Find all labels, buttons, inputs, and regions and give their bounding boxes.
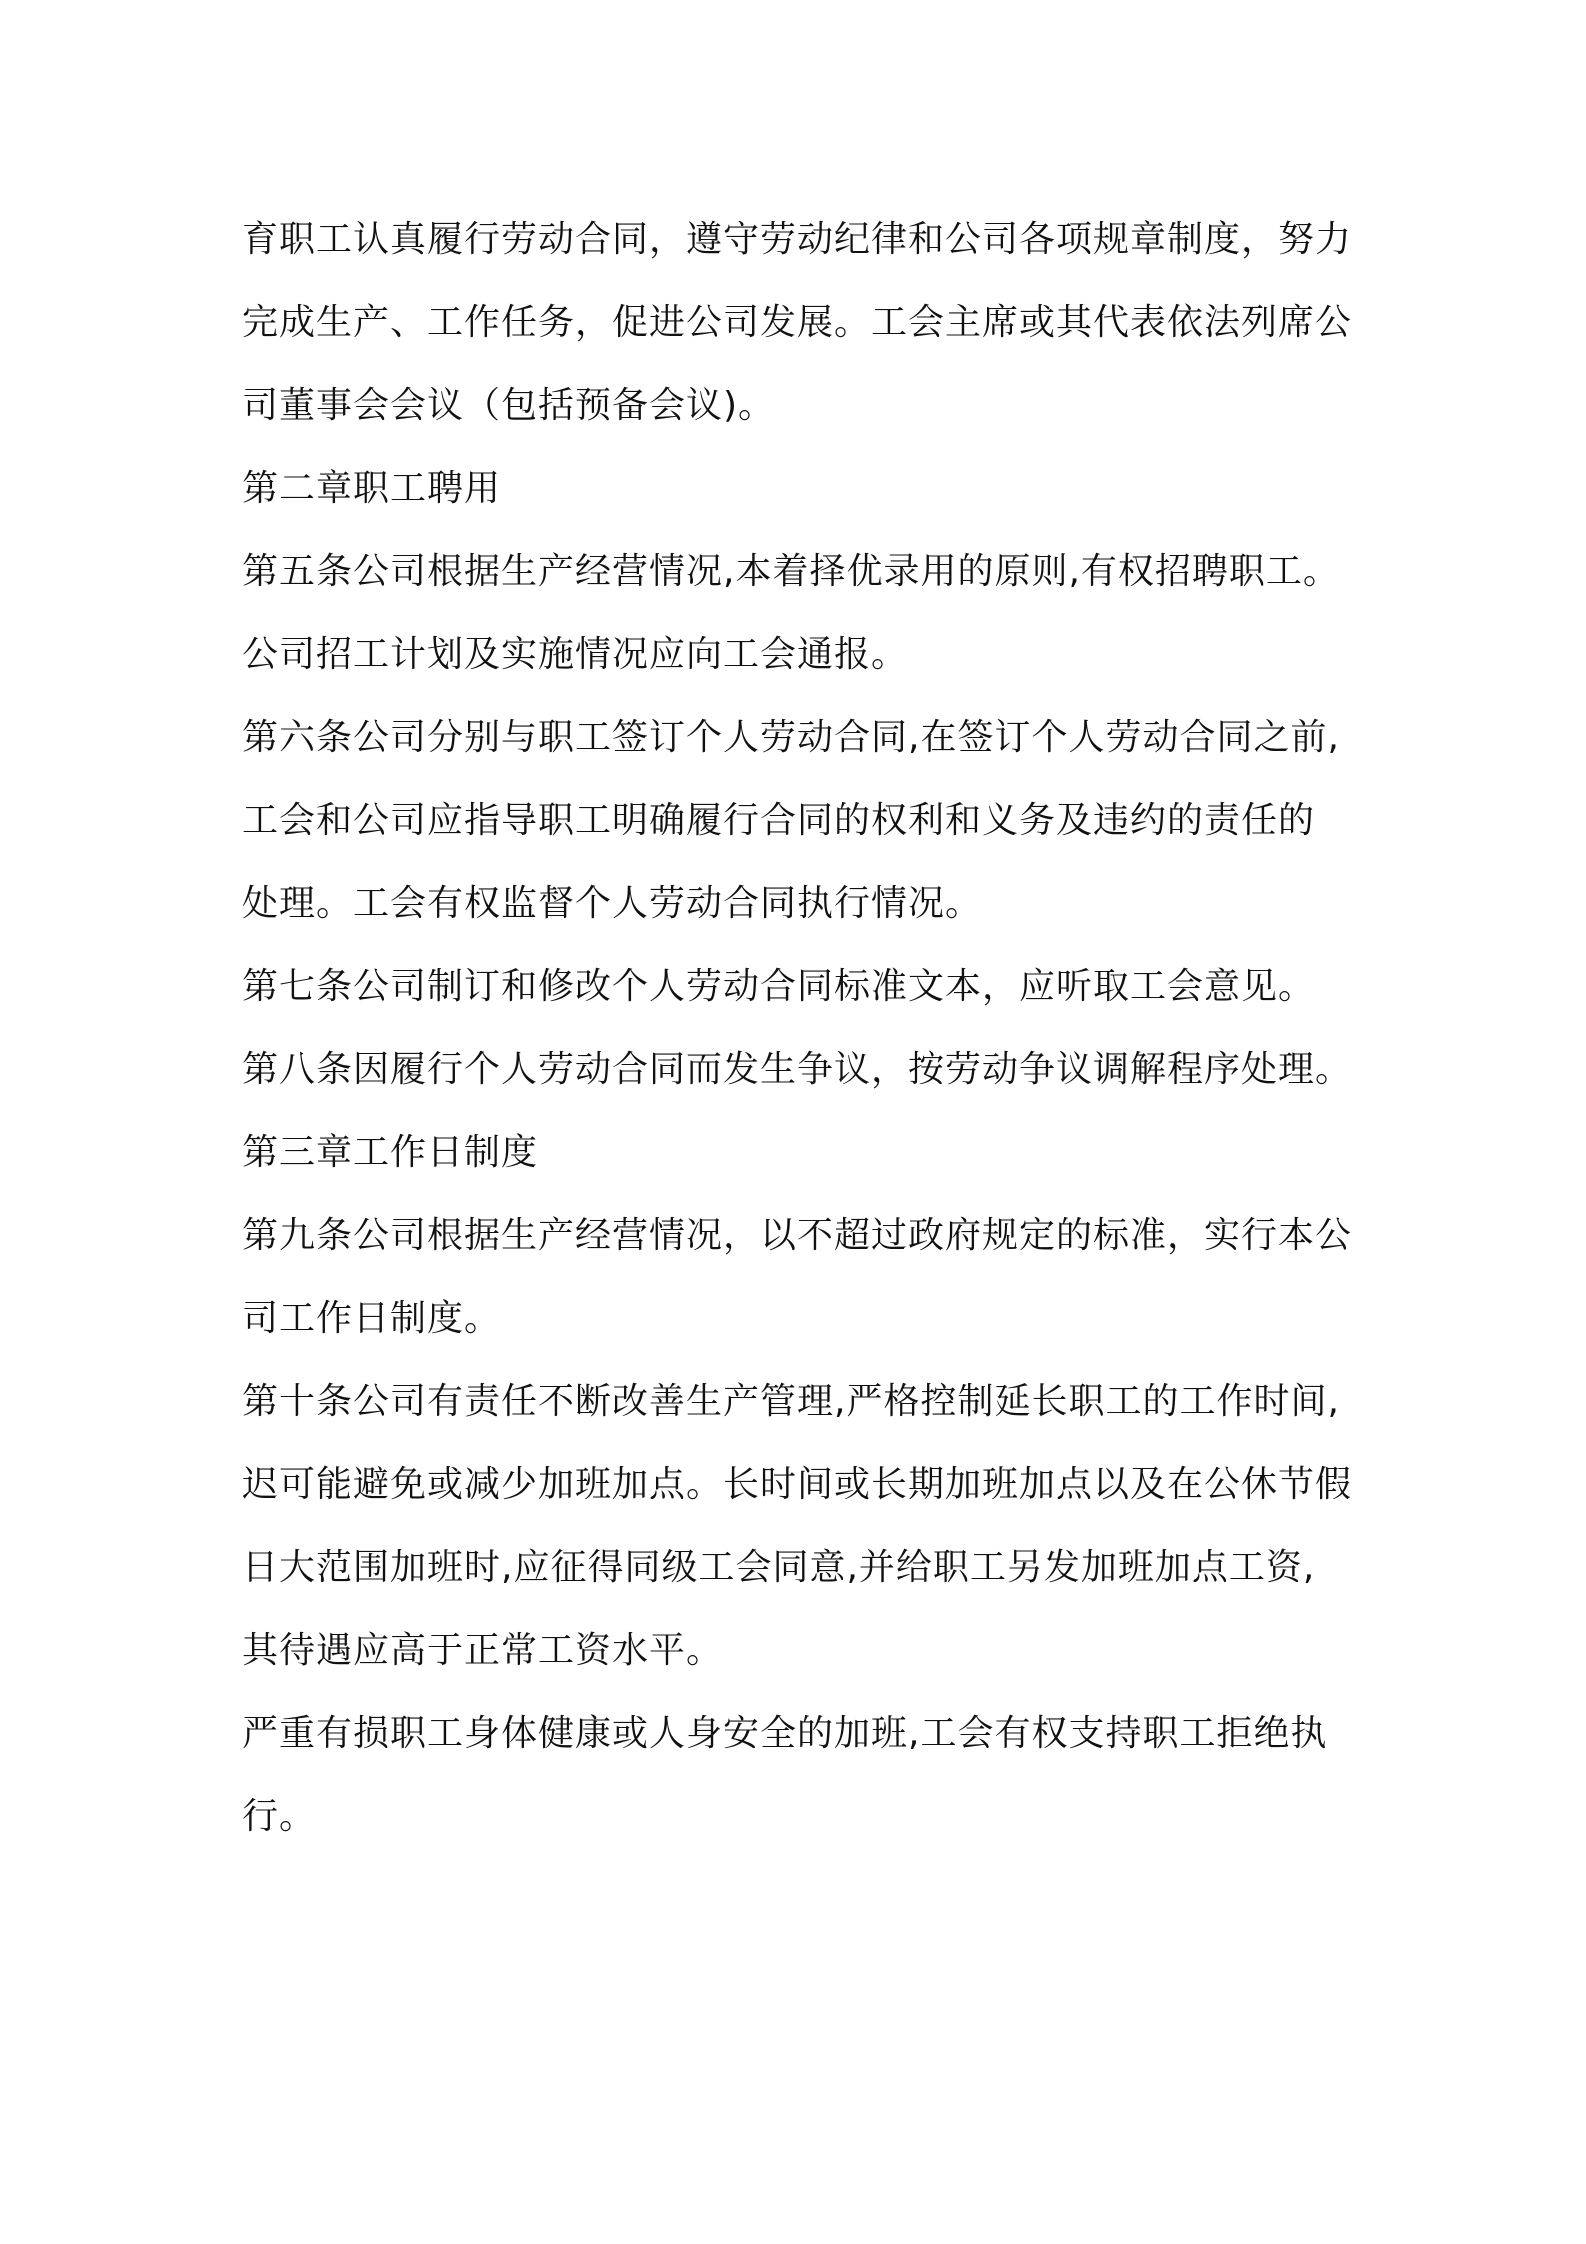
paragraph-line: 迟可能避免或减少加班加点。长时间或长期加班加点以及在公休节假 [242,1464,1353,1505]
paragraph-line: 第五条公司根据生产经营情况,本着择优录用的原则,有权招聘职工。 [242,551,1340,592]
paragraph-line: 第九条公司根据生产经营情况，以不超过政府规定的标准，实行本公 [242,1215,1353,1256]
paragraph-line: 第六条公司分别与职工签订个人劳动合同,在签订个人劳动合同之前, [242,717,1340,758]
paragraph-line: 司工作日制度。 [242,1298,502,1339]
paragraph-line: 第八条因履行个人劳动合同而发生争议，按劳动争议调解程序处理。 [242,1049,1353,1090]
chapter-heading: 第二章职工聘用 [242,468,502,509]
paragraph-line: 公司招工计划及实施情况应向工会通报。 [242,634,909,675]
paragraph-line: 第七条公司制订和修改个人劳动合同标准文本，应听取工会意见。 [242,966,1316,1007]
chapter-heading: 第三章工作日制度 [242,1132,539,1173]
paragraph-line: 日大范围加班时,应征得同级工会同意,并给职工另发加班加点工资, [242,1547,1316,1588]
paragraph-line: 行。 [242,1796,317,1837]
paragraph-line: 第十条公司有责任不断改善生产管理,严格控制延长职工的工作时间, [242,1381,1340,1422]
paragraph-line: 其待遇应高于正常工资水平。 [242,1630,724,1671]
paragraph-line: 司董事会会议（包括预备会议)。 [242,385,776,426]
document-body [242,198,1382,1858]
paragraph-line: 处理。工会有权监督个人劳动合同执行情况。 [242,883,983,924]
paragraph-line: 育职工认真履行劳动合同，遵守劳动纪律和公司各项规章制度，努力 [242,219,1353,260]
paragraph-line: 严重有损职工身体健康或人身安全的加班,工会有权支持职工拒绝执 [242,1713,1328,1754]
paragraph-line: 完成生产、工作任务，促进公司发展。工会主席或其代表依法列席公 [242,302,1353,343]
paragraph-line: 工会和公司应指导职工明确履行合同的权利和义务及违约的责任的 [242,800,1316,841]
